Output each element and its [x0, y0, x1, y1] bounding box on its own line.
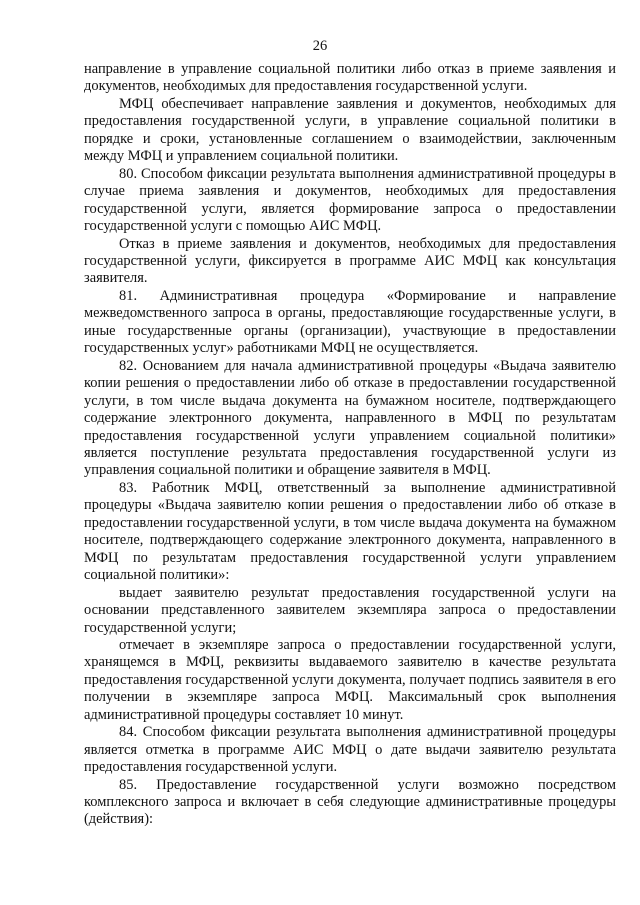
paragraph-83-issue-result: выдает заявителю результат предоставления государственной услуги на основании представленного заявителем экземпляра запроса о предоставлении государственной услуги;: [84, 584, 616, 636]
paragraph-mfc-forwarding: МФЦ обеспечивает направление заявления и документов, необходимых для предоставления государственной услуги, в управление социальной политики в порядке и сроки, установленные соглашением о взаимодействии, заключенным между МФЦ и управлением социальной политики.: [84, 95, 616, 165]
paragraph-81: 81. Административная процедура «Формирование и направление межведомственного запроса в органы, предоставляющие государственные услуги, в иные государственные органы (организации), участвующие в предоставлении государственных услуг» работниками МФЦ не осуществляется.: [84, 287, 616, 357]
paragraph-83: 83. Работник МФЦ, ответственный за выполнение административной процедуры «Выдача заявителю копии решения о предоставлении либо об отказе в предоставлении государственной услуги, в том числе выдача документа на бумажном носителе, подтверждающего содержание электронного документа, направленного в МФЦ по результатам предоставления государственной услуги управлением социальной политики»:: [84, 479, 616, 584]
document-body: [84, 61, 616, 829]
paragraph-refusal-record: Отказ в приеме заявления и документов, необходимых для предоставления государственной услуги, фиксируется в программе АИС МФЦ как консультация заявителя.: [84, 235, 616, 287]
page-number: 26: [312, 38, 328, 54]
paragraph-82: 82. Основанием для начала административной процедуры «Выдача заявителю копии решения о предоставлении либо об отказе в предоставлении государственной услуги, в том числе выдача документа на бумажном носителе, подтверждающего содержание электронного документа, направленного в МФЦ по результатам предоставления государственной услуги управлением социальной политики» является поступление результата предоставления государственной услуги из управления социальной политики и обращение заявителя в МФЦ.: [84, 357, 616, 479]
paragraph-84: 84. Способом фиксации результата выполнения административной процедуры является отметка в программе АИС МФЦ о дате выдачи заявителю результата предоставления государственной услуги.: [84, 724, 616, 776]
paragraph-80: 80. Способом фиксации результата выполнения административной процедуры в случае приема заявления и документов, необходимых для предоставления государственной услуги, является формирование запроса о предоставлении государственной услуги с помощью АИС МФЦ.: [84, 165, 616, 235]
paragraph-continuation: направление в управление социальной политики либо отказ в приеме заявления и документов, необходимых для предоставления государственной услуги.: [84, 61, 616, 95]
paragraph-85: 85. Предоставление государственной услуги возможно посредством комплексного запроса и включает в себя следующие административные процедуры (действия):: [84, 776, 616, 828]
paragraph-83-record-details: отмечает в экземпляре запроса о предоставлении государственной услуги, хранящемся в МФЦ, реквизиты выдаваемого заявителю в качестве результата предоставления государственной услуги документа, получает подпись заявителя в его получении в экземпляре запроса МФЦ. Максимальный срок выполнения административной процедуры составляет 10 минут.: [84, 636, 616, 723]
